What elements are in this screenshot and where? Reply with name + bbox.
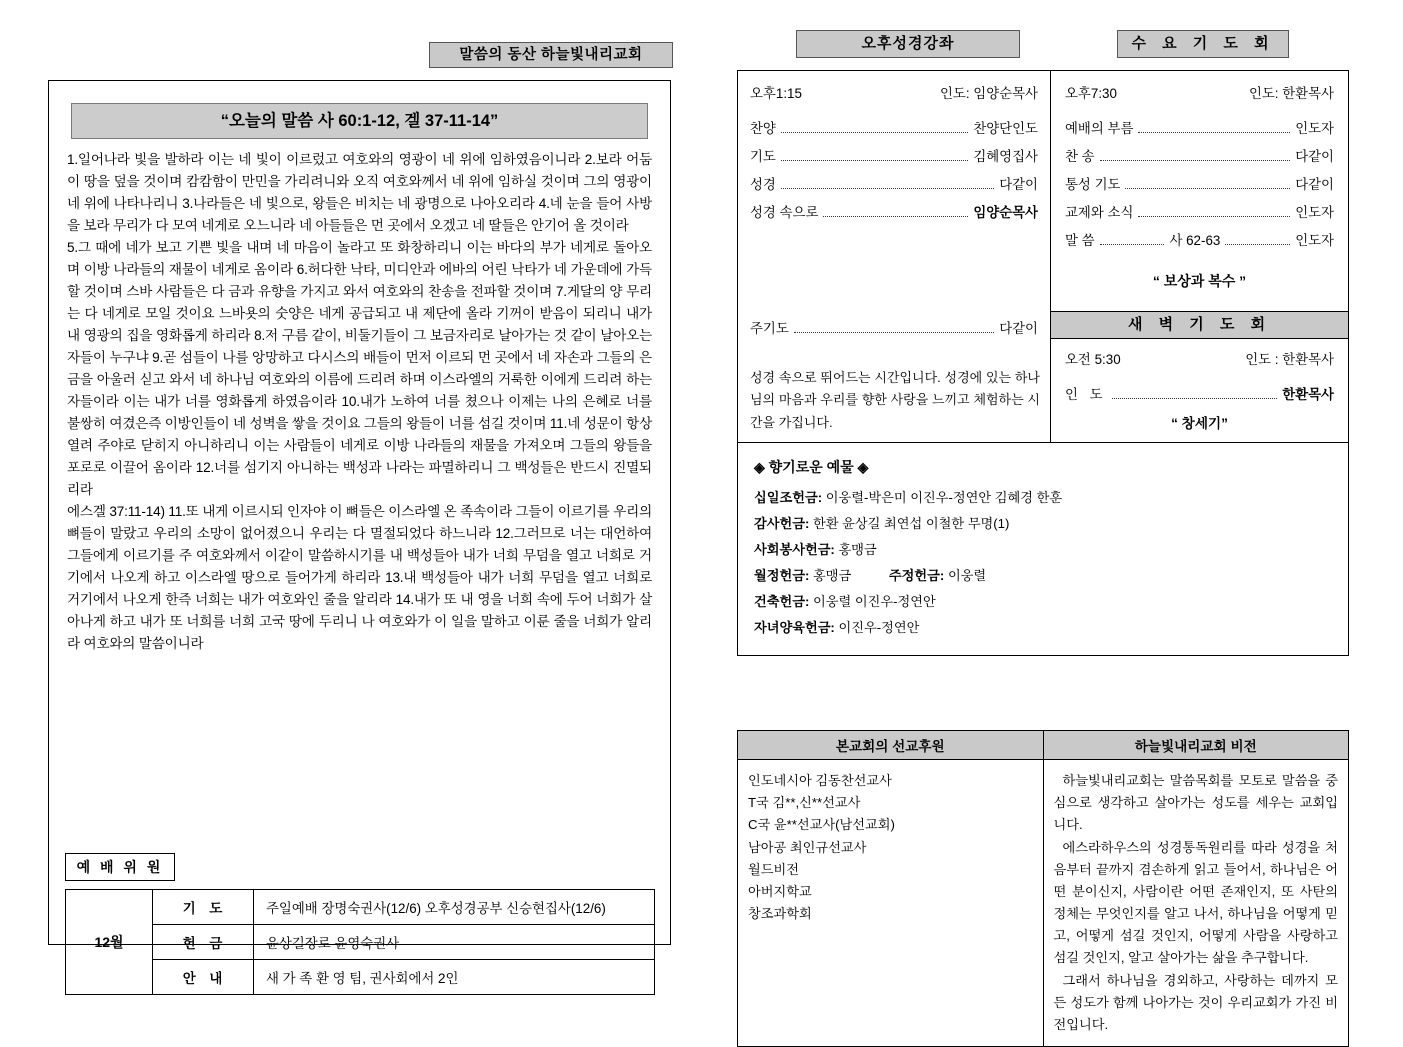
afternoon-leader: 인도: 임양순목사 bbox=[940, 86, 1038, 101]
afternoon-label-lords-prayer: 주기도 bbox=[750, 321, 789, 336]
afternoon-order-scripture bbox=[750, 174, 1038, 193]
scripture-paragraph-2: 5.그 때에 네가 보고 기쁜 빛을 내며 네 마음이 놀라고 또 화창하리니 이는 바다의 부가 네게로 돌아오며 이방 나라들의 재물이 네게로 옴이라 6.허다한 낙타, 미디안과 에바의 어린 낙타가 네 가운데에 가득할 것이며 스바 사람들은 다 금과 유향을 가지고 와서 여호와의 찬송을 전파할 것이며 7.게달의 양 무리는 다 네게로 모일 것이요 느바욧의 숫양은 네게 공급되고 내 제단에 올라 기꺼이 받음이 되리니 내가 내 영광의 집을 영화롭게 하리라 8.저 구름 같이, 비둘기들이 그 보금자리로 날아가는 것 같이 날아오는 자들이 누구냐 9.곧 섬들이 나를 앙망하고 다시스의 배들이 먼저 이르되 먼 곳에서 네 자손과 그들의 은금을 아울러 싣고 와서 네 하나님 여호와의 이름에 드리려 하며 이스라엘의 거룩한 이에게 드리려 하는 자들이라 이는 내가 너를 영화롭게 하였음이라 10.내가 노하여 너를 쳤으나 이제는 나의 은혜로 너를 불쌍히 여겼은즉 이방인들이 네 성벽을 쌓을 것이요 그들의 왕들이 너를 섬길 것이며 11.네 성문이 항상 열려 주야로 닫히지 아니하리니 이는 사람들이 네게로 이방 나라들의 재물을 가져오며 그들의 왕들을 포로로 이끌어 옴이라 12.너를 섬기지 아니하는 백성과 나라는 파멸하리니 그 백성들은 반드시 진멸되리라 bbox=[67, 240, 652, 498]
offering-social-service-value: 홍맹금 bbox=[838, 542, 877, 557]
wednesday-order-loud-prayer bbox=[1065, 174, 1334, 193]
offering-social-service bbox=[754, 539, 1332, 558]
sermon-box bbox=[48, 80, 671, 986]
church-vision-text bbox=[1043, 760, 1349, 1047]
offering-building-label: 건축헌금: bbox=[754, 594, 810, 609]
offering-monthly-label: 월정헌금: bbox=[754, 568, 810, 583]
sermon-title: “오늘의 말씀 사 60:1-12, 겔 37-11-14” bbox=[71, 103, 648, 139]
dawn-label-leader: 인 도 bbox=[1065, 387, 1107, 402]
church-vision-header: 하늘빛내리교회 비전 bbox=[1043, 731, 1349, 760]
afternoon-label-scripture: 성경 bbox=[750, 177, 776, 192]
list-item: 인도네시아 김동찬선교사 bbox=[748, 773, 892, 788]
scripture-text bbox=[67, 149, 652, 655]
wednesday-leader: 인도: 한환목사 bbox=[1248, 86, 1334, 101]
offering-thanks bbox=[754, 513, 1332, 532]
service-grid-top bbox=[738, 71, 1348, 442]
wednesday-label-fellowship: 교제와 소식 bbox=[1065, 205, 1134, 220]
wednesday-order-call bbox=[1065, 118, 1334, 137]
worship-committee-label: 예 배 위 원 bbox=[65, 853, 175, 881]
afternoon-order-into-scripture bbox=[750, 202, 1038, 221]
worship-role-prayer: 기 도 bbox=[153, 890, 254, 925]
wednesday-value-fellowship: 인도자 bbox=[1295, 205, 1334, 220]
wednesday-value-message: 인도자 bbox=[1295, 233, 1334, 248]
wednesday-order-message bbox=[1065, 230, 1334, 249]
wednesday-label-message: 말 씀 bbox=[1065, 233, 1095, 248]
afternoon-order-praise bbox=[750, 118, 1038, 137]
dawn-sermon-theme: “ 창세기” bbox=[1171, 416, 1228, 431]
dot-leader-icon bbox=[823, 206, 968, 217]
list-item: 남아공 최인규선교사 bbox=[748, 839, 867, 855]
offering-thanks-value: 한환 윤상길 최연섭 이철한 무명(1) bbox=[813, 516, 1010, 531]
dawn-prayer-banner: 새 벽 기 도 회 bbox=[1051, 311, 1348, 339]
wednesday-value-hymn: 다같이 bbox=[1295, 149, 1334, 164]
worship-value-prayer: 주일예배 장명숙권사(12/6) 오후성경공부 신승현집사(12/6) bbox=[254, 890, 655, 925]
afternoon-value-praise: 찬양단인도 bbox=[973, 121, 1038, 136]
offering-tithe bbox=[754, 487, 1332, 506]
dawn-service-panel bbox=[1051, 339, 1348, 442]
afternoon-label-into-scripture: 성경 속으로 bbox=[750, 205, 819, 220]
wednesday-value-loud-prayer: 다같이 bbox=[1295, 177, 1334, 192]
table-row bbox=[66, 890, 655, 925]
afternoon-value-prayer: 김혜영집사 bbox=[973, 149, 1038, 164]
table-row bbox=[66, 960, 655, 995]
wednesday-service-panel bbox=[1051, 71, 1348, 311]
wednesday-prayer-banner: 수 요 기 도 회 bbox=[1117, 30, 1289, 58]
dawn-leader: 인도 : 한환목사 bbox=[1245, 352, 1334, 367]
dot-leader-icon bbox=[1100, 150, 1291, 161]
wednesday-sermon-theme: “ 보상과 복수 ” bbox=[1152, 273, 1247, 289]
table-header-row bbox=[738, 731, 1349, 760]
worship-committee-table bbox=[65, 889, 655, 995]
vision-paragraph-3: 그래서 하나님을 경외하고, 사랑하는 데까지 모든 성도가 함께 나아가는 것이 우리교회가 가진 비전입니다. bbox=[1053, 972, 1338, 1032]
dot-leader-icon bbox=[1138, 206, 1290, 217]
afternoon-order-prayer bbox=[750, 146, 1038, 165]
dot-leader-icon bbox=[794, 322, 994, 333]
dawn-header bbox=[1065, 349, 1334, 368]
offering-section bbox=[738, 442, 1348, 655]
offering-monthly-weekly bbox=[754, 565, 1332, 584]
dawn-order-leader bbox=[1065, 384, 1334, 403]
offering-building bbox=[754, 591, 1332, 610]
vision-paragraph-1: 하늘빛내리교회는 말씀목회를 모토로 말씀을 중심으로 생각하고 살아가는 성도를 세우는 교회입니다. bbox=[1053, 773, 1338, 833]
vision-paragraph-2: 에스라하우스의 성경통독원리를 따라 성경을 처음부터 끝까지 겸손하게 읽고 들어서, 하나님은 어떤 분이신지, 사람이란 어떤 존재인지, 또 사탄의 정체는 무엇인지를 알고 나서, 하나님을 어떻게 믿고, 어떻게 섬길 것인지, 어떻게 사람을 사랑하고 섬길 것인지, 알고 살아가는 삶을 추구합니다. bbox=[1053, 839, 1338, 966]
dawn-value-leader: 한환목사 bbox=[1282, 387, 1334, 402]
list-item: T국 김**,신**선교사 bbox=[748, 795, 861, 811]
wednesday-message-passage: 사 62-63 bbox=[1169, 233, 1221, 248]
wednesday-value-call: 인도자 bbox=[1295, 121, 1334, 136]
dot-leader-icon bbox=[1100, 234, 1165, 245]
afternoon-order-lords-prayer bbox=[750, 318, 1038, 337]
afternoon-value-scripture: 다같이 bbox=[999, 177, 1038, 192]
worship-value-offering: 윤상길장로 윤영숙권사 bbox=[254, 925, 655, 960]
afternoon-time: 오후1:15 bbox=[750, 86, 802, 101]
offering-social-service-label: 사회봉사헌금: bbox=[754, 542, 835, 557]
wednesday-label-call: 예배의 부름 bbox=[1065, 121, 1134, 136]
scripture-paragraph-3: 에스겔 37:11-14) 11.또 내게 이르시되 인자야 이 뼈들은 이스라엘 온 족속이라 그들이 이르기를 우리의 뼈들이 말랐고 우리의 소망이 없어졌으니 우리는 다 멸절되었다 하느니라 12.그러므로 너는 대언하여 그들에게 이르기를 주 여호와께서 이같이 말씀하시기를 내 백성들아 내가 너희 무덤을 열고 너희로 거기에서 나오게 하고 이스라엘 땅으로 들어가게 하리라 13.내 백성들아 내가 너희 무덤을 열고 너희로 거기에서 나오게 한즉 너희는 내가 여호와인 줄을 알리라 14.내가 또 내 영을 너희 속에 두어 너희가 살아나게 하고 내가 또 너희를 너희 고국 땅에 두리니 나 여호와가 이 일을 말하고 이룬 줄을 너희가 알리라 여호와의 말씀이니라 bbox=[67, 504, 652, 652]
dawn-time: 오전 5:30 bbox=[1065, 352, 1121, 367]
afternoon-value-lords-prayer: 다같이 bbox=[999, 321, 1038, 336]
offering-child-education-value: 이진우-정연안 bbox=[838, 620, 920, 635]
offering-tithe-label: 십일조헌금: bbox=[754, 490, 823, 505]
service-grid bbox=[737, 70, 1349, 656]
wednesday-label-hymn: 찬 송 bbox=[1065, 149, 1095, 164]
list-item: 아버지학교 bbox=[748, 883, 812, 899]
wednesday-order-fellowship bbox=[1065, 202, 1334, 221]
worship-role-guide: 안 내 bbox=[153, 960, 254, 995]
afternoon-header bbox=[750, 83, 1038, 102]
worship-month: 12월 bbox=[66, 890, 153, 995]
wednesday-label-loud-prayer: 통성 기도 bbox=[1065, 177, 1121, 192]
dot-leader-icon bbox=[1112, 388, 1278, 399]
dot-leader-icon bbox=[1225, 234, 1290, 245]
offering-thanks-label: 감사헌금: bbox=[754, 516, 810, 531]
table-row bbox=[66, 925, 655, 960]
list-item: 월드비전 bbox=[748, 861, 799, 877]
offering-weekly-value: 이웅렬 bbox=[947, 568, 987, 583]
worship-role-offering: 헌 금 bbox=[153, 925, 254, 960]
list-item: 창조과학회 bbox=[748, 906, 812, 922]
wednesday-order-hymn bbox=[1065, 146, 1334, 165]
mission-support-list bbox=[738, 760, 1044, 1047]
offering-child-education-label: 자녀양육헌금: bbox=[754, 620, 835, 635]
offering-weekly-label: 주정헌금: bbox=[888, 568, 945, 583]
dot-leader-icon bbox=[781, 178, 994, 189]
dot-leader-icon bbox=[781, 150, 968, 161]
table-row bbox=[738, 760, 1349, 1047]
wednesday-time: 오후7:30 bbox=[1065, 86, 1117, 101]
list-item: C국 윤**선교사(남선교회) bbox=[748, 817, 895, 833]
wednesday-header bbox=[1065, 83, 1334, 102]
mission-support-header: 본교회의 선교후원 bbox=[738, 731, 1044, 760]
afternoon-service-panel bbox=[738, 71, 1051, 442]
dot-leader-icon bbox=[1138, 122, 1290, 133]
offering-monthly-value: 홍맹금 bbox=[813, 568, 852, 583]
afternoon-label-praise: 찬양 bbox=[750, 121, 776, 136]
worship-value-guide: 새 가 족 환 영 팀, 권사회에서 2인 bbox=[254, 960, 655, 995]
offering-title: ◈ 향기로운 예물 ◈ bbox=[754, 459, 869, 475]
dot-leader-icon bbox=[1125, 178, 1290, 189]
afternoon-value-into-scripture: 임양순목사 bbox=[973, 205, 1038, 220]
mission-vision-table bbox=[737, 730, 1349, 1047]
afternoon-label-prayer: 기도 bbox=[750, 149, 776, 164]
scripture-paragraph-1: 1.일어나라 빛을 발하라 이는 네 빛이 이르렀고 여호와의 영광이 네 위에 임하였음이니라 2.보라 어둠이 땅을 덮을 것이며 캄캄함이 만민을 가리려니와 오직 여호와께서 네 위에 임하실 것이며 그의 영광이 네 위에 나타나리니 3.나라들은 네 빛으로, 왕들은 비치는 네 광명으로 나아오리라 4.네 눈을 들어 사방을 보라 무리가 다 모여 네게로 오느니라 네 아들들은 먼 곳에서 오겠고 네 딸들은 안기어 올 것이라 bbox=[67, 152, 652, 234]
afternoon-bible-banner: 오후성경강좌 bbox=[796, 30, 1020, 58]
offering-building-value: 이웅렬 이진우-정연안 bbox=[813, 594, 936, 609]
left-banner: 말씀의 동산 하늘빛내리교회 bbox=[429, 42, 673, 68]
offering-tithe-value: 이웅렬-박은미 이진우-정연안 김혜경 한훈 bbox=[825, 490, 1063, 505]
afternoon-note: 성경 속으로 뛰어드는 시간입니다. 성경에 있는 하나님의 마음과 우리를 향한 사랑을 느끼고 체험하는 시간을 가집니다. bbox=[750, 369, 1040, 430]
wednesday-dawn-panel bbox=[1051, 71, 1348, 442]
offering-child-education bbox=[754, 617, 1332, 636]
dot-leader-icon bbox=[781, 122, 968, 133]
